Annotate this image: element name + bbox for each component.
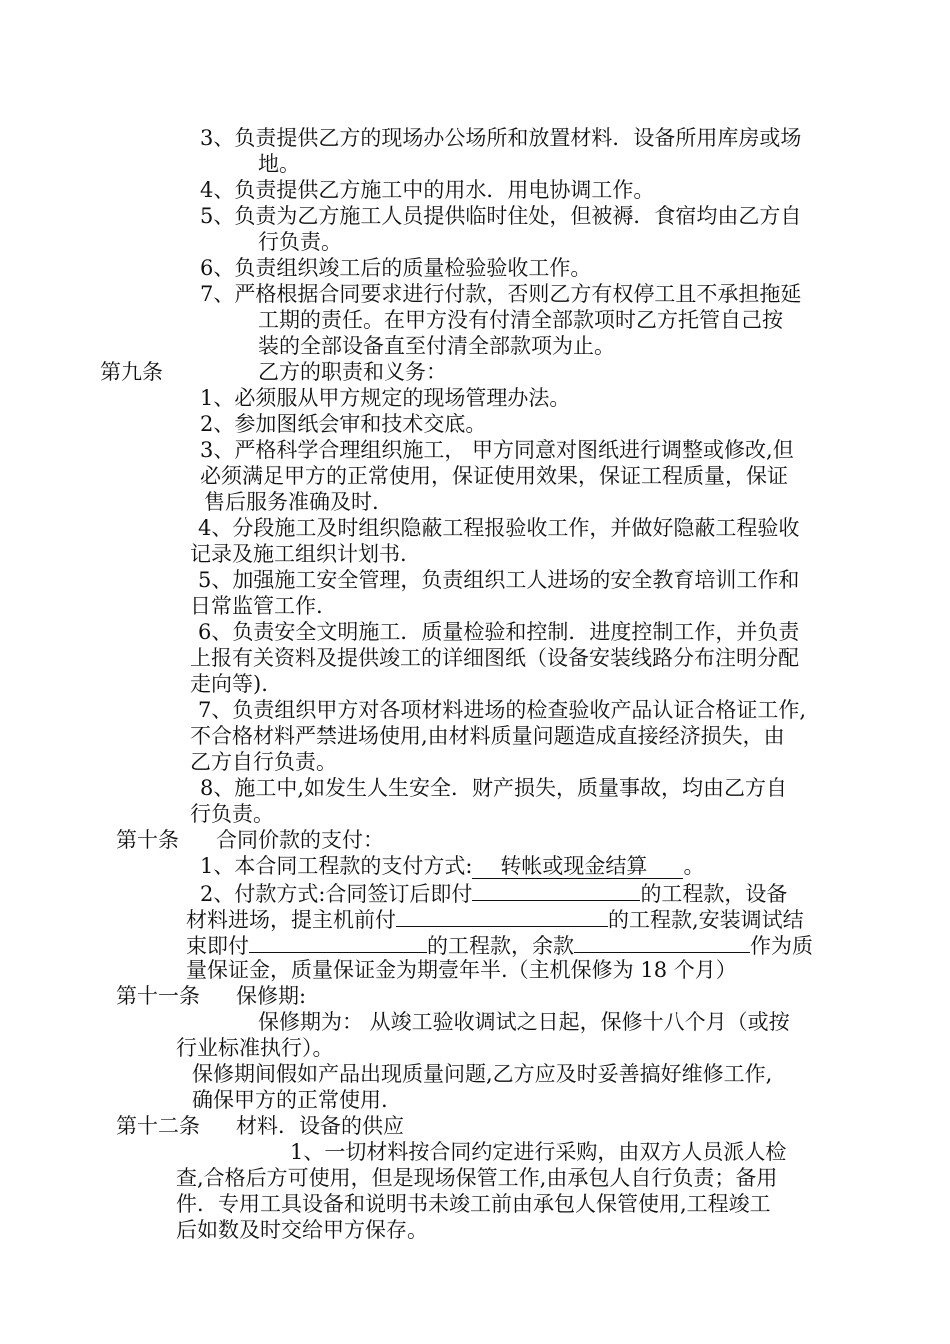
art11-para-1-line-2: 行业标准执行）。 [176, 1036, 334, 1060]
art8-item-5-line-2: 行负责。 [258, 230, 342, 254]
art9-item-6-line-1: 6、负责安全文明施工．质量检验和控制．进度控制工作，并负责 [198, 620, 800, 644]
art10-item-2-line-3-mid: 的工程款，余款 [427, 934, 574, 958]
art11-label: 第十一条 [116, 984, 200, 1008]
art11-para-2-line-2: 确保甲方的正常使用. [192, 1088, 388, 1112]
art8-item-5-line-1: 5、负责为乙方施工人员提供临时住处，但被褥．食宿均由乙方自 [200, 204, 802, 228]
art10-item-2-line-3-prefix: 束即付 [186, 934, 249, 958]
art9-item-7-line-3: 乙方自行负责。 [190, 750, 337, 774]
art12-item-1-line-2: 查,合格后方可使用，但是现场保管工作,由承包人自行负责；备用 [176, 1166, 778, 1190]
art10-item-1-prefix: 1、本合同工程款的支付方式: [200, 854, 473, 878]
art10-item-2-prefix: 2、付款方式:合同签订后即付 [200, 882, 473, 906]
art9-item-7-line-1: 7、负责组织甲方对各项材料进场的检查验收产品认证合格证工作, [198, 698, 807, 722]
payment-method-value: 转帐或现金结算 [472, 854, 683, 879]
art10-title: 合同价款的支付： [216, 828, 384, 852]
art9-title: 乙方的职责和义务： [258, 360, 447, 384]
art11-title: 保修期: [236, 984, 307, 1008]
art9-label: 第九条 [100, 360, 163, 384]
art8-item-4: 4、负责提供乙方施工中的用水．用电协调工作。 [200, 178, 655, 202]
art8-item-7-line-1: 7、严格根据合同要求进行付款，否则乙方有权停工且不承担拖延 [200, 282, 802, 306]
art9-item-4-line-2: 记录及施工组织计划书. [190, 542, 407, 566]
art10-item-2-line-2-prefix: 材料进场，提主机前付 [186, 908, 396, 932]
art8-item-3-line-2: 地。 [258, 152, 300, 176]
art9-item-8-line-1: 8、施工中,如发生人生安全．财产损失，质量事故，均由乙方自 [200, 776, 788, 800]
balance-blank [574, 930, 750, 953]
art12-label: 第十二条 [116, 1114, 200, 1138]
first-payment-blank [472, 878, 640, 901]
art9-item-7-line-2: 不合格材料严禁进场使用,由材料质量问题造成直接经济损失，由 [190, 724, 785, 748]
art11-para-1-line-1: 保修期为： 从竣工验收调试之日起，保修十八个月（或按 [258, 1010, 790, 1034]
art10-item-2-line-3-suffix: 作为质 [750, 934, 813, 958]
third-payment-blank [249, 930, 427, 953]
art10-item-1 [200, 852, 704, 880]
art10-item-2-mid: 的工程款，设备 [640, 882, 788, 906]
art10-item-1-suffix: 。 [683, 854, 705, 878]
art12-item-1-line-1: 1、一切材料按合同约定进行采购，由双方人员派人检 [290, 1140, 787, 1164]
art8-item-3-line-1: 3、负责提供乙方的现场办公场所和放置材料．设备所用库房或场 [200, 126, 802, 150]
art9-item-1: 1、必须服从甲方规定的现场管理办法。 [200, 386, 571, 410]
art9-item-6-line-2: 上报有关资料及提供竣工的详细图纸（设备安装线路分布注明分配 [190, 646, 799, 670]
art12-item-1-line-4: 后如数及时交给甲方保存。 [176, 1218, 428, 1242]
second-payment-blank [396, 904, 608, 927]
art8-item-7-line-2: 工期的责任。在甲方没有付清全部款项时乙方托管自己按 [258, 308, 783, 332]
art9-item-3-line-1: 3、严格科学合理组织施工， 甲方同意对图纸进行调整或修改,但 [200, 438, 794, 462]
art12-title: 材料．设备的供应 [236, 1114, 404, 1138]
art10-label: 第十条 [116, 828, 179, 852]
art10-item-2-line-4: 量保证金，质量保证金为期壹年半.（主机保修为 18 个月） [186, 958, 737, 982]
art9-item-5-line-1: 5、加强施工安全管理，负责组织工人进场的安全教育培训工作和 [198, 568, 800, 592]
art9-item-3-line-2: 必须满足甲方的正常使用，保证使用效果，保证工程质量，保证 [200, 464, 788, 488]
art9-item-8-line-2: 行负责。 [190, 802, 274, 826]
art12-item-1-line-3: 件．专用工具设备和说明书未竣工前由承包人保管使用,工程竣工 [176, 1192, 771, 1216]
art9-item-2: 2、参加图纸会审和技术交底。 [200, 412, 487, 436]
art9-item-3-line-3: 售后服务准确及时. [204, 490, 379, 514]
art8-item-6: 6、负责组织竣工后的质量检验验收工作。 [200, 256, 592, 280]
art9-item-4-line-1: 4、分段施工及时组织隐蔽工程报验收工作，并做好隐蔽工程验收 [198, 516, 800, 540]
art8-item-7-line-3: 装的全部设备直至付清全部款项为止。 [258, 334, 615, 358]
art9-item-5-line-2: 日常监管工作. [190, 594, 323, 618]
art9-item-6-line-3: 走向等). [190, 672, 268, 696]
art10-item-2-line-2-suffix: 的工程款,安装调试结 [608, 908, 804, 932]
art11-para-2-line-1: 保修期间假如产品出现质量问题,乙方应及时妥善搞好维修工作, [192, 1062, 773, 1086]
